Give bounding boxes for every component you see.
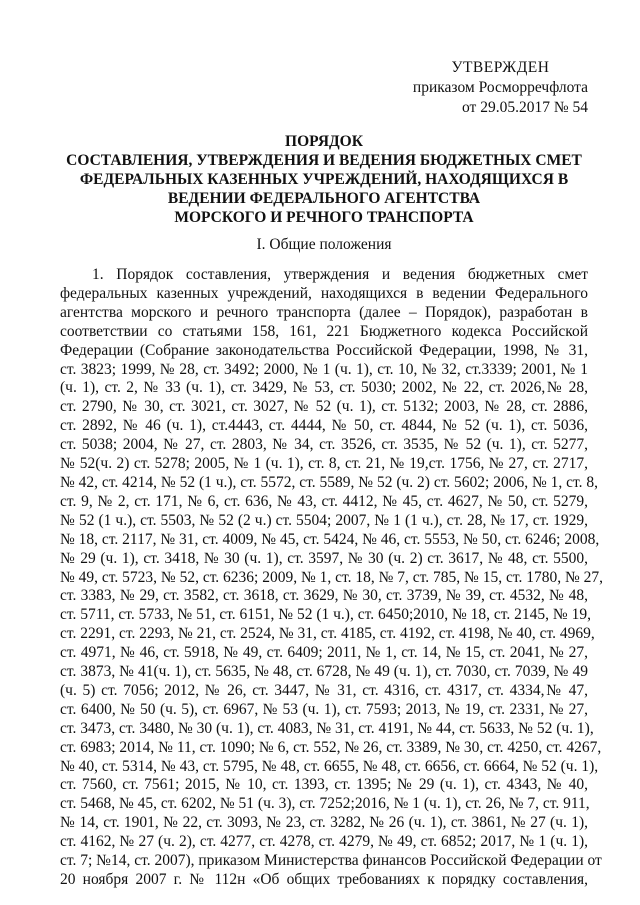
paragraph-line: (ч. 5) ст. 7056; 2012, № 26, ст. 3447, № 31, ст. 4316, ст. 4317, ст. 4334,№ 47, xyxy=(60,681,588,699)
paragraph-line: № 49, ст. 5723, № 52, ст. 6236; 2009, № 1, ст. 18, № 7, ст. 785, № 15, ст. 1780, № 27, xyxy=(60,568,603,586)
paragraph-line: № 29 (ч. 1), ст. 3418, № 30 (ч. 1), ст. 3597, № 30 (ч. 2) ст. 3617, № 48, ст. 5500, xyxy=(60,549,588,567)
approval-order: приказом Росморречфлота xyxy=(412,79,588,96)
document-title xyxy=(60,132,588,227)
paragraph-line: ст. 5038; 2004, № 27, ст. 2803, № 34, ст. 3526, ст. 3535, № 52 (ч. 1), ст. 5277, xyxy=(60,436,588,454)
title-line-5: МОРСКОГО И РЕЧНОГО ТРАНСПОРТА xyxy=(174,209,474,226)
paragraph-line: ст. 4162, № 27 (ч. 2), ст. 4277, ст. 4278, ст. 4279, № 49, ст. 6852; 2017, № 1 (ч. 1), xyxy=(60,833,588,851)
section-heading: I. Общие положения xyxy=(256,236,392,253)
paragraph-line: ст. 4971, № 46, ст. 5918, № 49, ст. 6409; 2011, № 1, ст. 14, № 15, ст. 2041, № 27, xyxy=(60,644,588,662)
paragraph-line: ст. 2291, ст. 2293, № 21, ст. 2524, № 31, ст. 4185, ст. 4192, ст. 4198, № 40, ст. 4969, xyxy=(60,625,595,643)
paragraph-line: № 52(ч. 2) ст. 5278; 2005, № 1 (ч. 1), ст. 8, ст. 21, № 19,ст. 1756, № 27, ст. 2717, xyxy=(60,455,588,473)
paragraph-line: ст. 3473, ст. 3480, № 30 (ч. 1), ст. 4083, № 31, ст. 4191, № 44, ст. 5633, № 52 (ч. 1), xyxy=(60,719,594,737)
paragraph-line: № 40, ст. 5314, № 43, ст. 5795, № 48, ст. 6655, № 48, ст. 6656, ст. 6664, № 52 (ч. 1), xyxy=(60,757,599,775)
title-line-3: ФЕДЕРАЛЬНЫХ КАЗЕННЫХ УЧРЕЖДЕНИЙ, НАХОДЯЩИХСЯ В xyxy=(79,171,569,188)
paragraph-line: ст. 7560, ст. 7561; 2015, № 10, ст. 1393, ст. 1395; № 29 (ч. 1), ст. 4343, № 40, xyxy=(60,776,588,794)
paragraph-line: агентства морского и речного транспорта (далее – Порядок), разработан в xyxy=(60,303,588,321)
paragraph-line: № 18, ст. 2117, № 31, ст. 4009, № 45, ст. 5424, № 46, ст. 5553, № 50, ст. 6246; 2008, xyxy=(60,530,600,548)
paragraph-1 xyxy=(60,266,603,890)
paragraph-line: ст. 9, № 2, ст. 171, № 6, ст. 636, № 43, ст. 4412, № 45, ст. 4627, № 50, ст. 5279, xyxy=(60,492,588,510)
paragraph-line: ст. 6983; 2014, № 11, ст. 1090; № 6, ст. 552, № 26, ст. 3389, № 30, ст. 4250, ст. 4267, xyxy=(60,738,602,756)
approval-date-number: от 29.05.2017 № 54 xyxy=(462,99,588,116)
paragraph-line: ст. 2892, № 46 (ч. 1), ст.4443, ст. 4444, № 50, ст. 4844, № 52 (ч. 1), ст. 5036, xyxy=(60,417,588,435)
paragraph-line: № 42, ст. 4214, № 52 (1 ч.), ст. 5572, ст. 5589, № 52 (ч. 2) ст. 5602; 2006, № 1, ст. 8, xyxy=(60,473,599,491)
paragraph-line: ст. 3823; 1999, № 28, ст. 3492; 2000, № 1 (ч. 1), ст. 10, № 32, ст.3339; 2001, № 1 xyxy=(60,360,588,378)
paragraph-line: ст. 7; №14, ст. 2007), приказом Министерства финансов Российской Федерации от xyxy=(60,852,602,870)
paragraph-line: ст. 5468, № 45, ст. 6202, № 51 (ч. 3), ст. 7252;2016, № 1 (ч. 1), ст. 26, № 7, ст. 911, xyxy=(60,795,590,813)
paragraph-line: ст. 3873, № 41(ч. 1), ст. 5635, № 48, ст. 6728, № 49 (ч. 1), ст. 7030, ст. 7039, № 49 xyxy=(60,663,588,681)
paragraph-line: № 14, ст. 1901, № 22, ст. 3093, № 23, ст. 3282, № 26 (ч. 1), ст. 3861, № 27 (ч. 1), xyxy=(60,814,588,832)
paragraph-line: № 52 (1 ч.), ст. 5503, № 52 (2 ч.) ст. 5504; 2007, № 1 (1 ч.), ст. 28, № 17, ст. 1929, xyxy=(60,511,588,529)
paragraph-line: Федерации (Собрание законодательства Российской Федерации, 1998, № 31, xyxy=(60,341,588,359)
paragraph-line: (ч. 1), ст. 2, № 33 (ч. 1), ст. 3429, № 53, ст. 5030; 2002, № 22, ст. 2026,№ 28, xyxy=(60,379,588,397)
paragraph-line: 1. Порядок составления, утверждения и ведения бюджетных смет xyxy=(92,266,588,283)
paragraph-line: 20 ноября 2007 г. № 112н «Об общих требованиях к порядку составления, xyxy=(60,871,588,888)
paragraph-line: ст. 6400, № 50 (ч. 5), ст. 6967, № 53 (ч. 1), ст. 7593; 2013, № 19, ст. 2331, № 27, xyxy=(60,700,588,718)
title-line-4: ВЕДЕНИИ ФЕДЕРАЛЬНОГО АГЕНТСТВА xyxy=(167,190,481,207)
title-line-2: СОСТАВЛЕНИЯ, УТВЕРЖДЕНИЯ И ВЕДЕНИЯ БЮДЖЕТНЫХ СМЕТ xyxy=(66,152,582,169)
approval-stamp xyxy=(413,58,588,118)
paragraph-line: ст. 5711, ст. 5733, № 51, ст. 6151, № 52 (1 ч.), ст. 6450;2010, № 18, ст. 2145, № 19, xyxy=(60,606,591,624)
paragraph-line: ст. 2790, № 30, ст. 3021, ст. 3027, № 52 (ч. 1), ст. 5132; 2003, № 28, ст. 2886, xyxy=(60,398,588,416)
approval-title: УТВЕРЖДЕН xyxy=(451,59,550,76)
paragraph-line: ст. 3383, № 29, ст. 3582, ст. 3618, ст. 3629, № 30, ст. 3739, № 39, ст. 4532, № 48, xyxy=(60,587,588,605)
paragraph-line: федеральных казенных учреждений, находящихся в ведении Федерального xyxy=(60,284,588,302)
title-line-1: ПОРЯДОК xyxy=(285,133,363,150)
paragraph-line: соответствии со статьями 158, 161, 221 Бюджетного кодекса Российской xyxy=(60,322,588,340)
